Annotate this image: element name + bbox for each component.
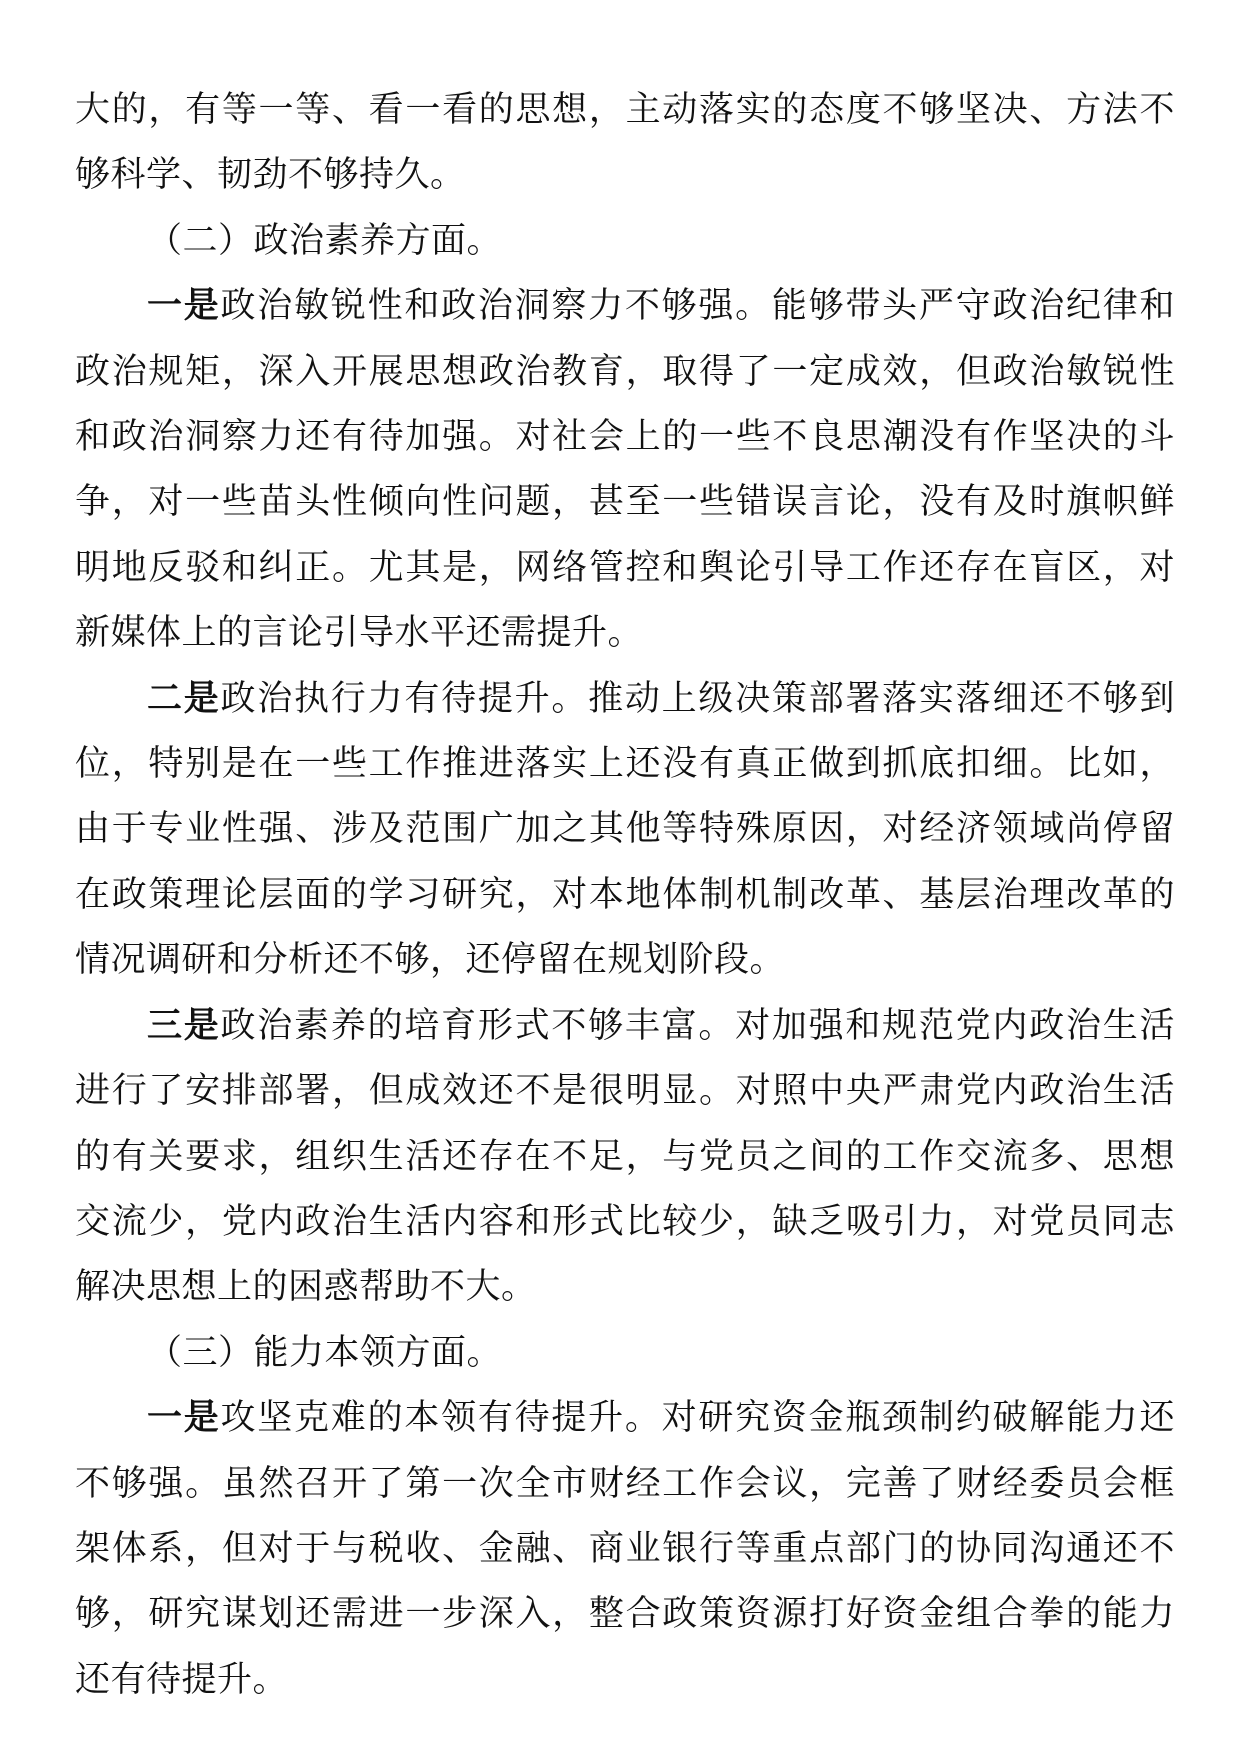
paragraph-point-three — [75, 994, 1175, 1321]
document-body — [75, 78, 1175, 1713]
section-heading-political-quality — [75, 209, 1175, 274]
paragraph-lead: 一是 — [147, 1398, 221, 1439]
paragraph-lead: 一是 — [147, 286, 221, 327]
paragraph-continuation — [75, 78, 1175, 209]
paragraph-ability-point-one — [75, 1386, 1175, 1713]
section-heading-text: （二）政治素养方面。 — [147, 220, 503, 261]
paragraph-text: 政治执行力有待提升。推动上级决策部署落实落细还不够到位，特别是在一些工作推进落实上还没有真正做到抓底扣细。比如，由于专业性强、涉及范围广加之其他等特殊原因，对经济领域尚停留在政策理论层面的学习研究，对本地体制机制改革、基层治理改革的情况调研和分析还不够，还停留在规划阶段。 — [75, 678, 1175, 981]
paragraph-text: 攻坚克难的本领有待提升。对研究资金瓶颈制约破解能力还不够强。虽然召开了第一次全市财经工作会议，完善了财经委员会框架体系，但对于与税收、金融、商业银行等重点部门的协同沟通还不够，研究谋划还需进一步深入，整合政策资源打好资金组合拳的能力还有待提升。 — [75, 1398, 1175, 1700]
paragraph-point-one — [75, 274, 1175, 666]
paragraph-text: 政治素养的培育形式不够丰富。对加强和规范党内政治生活进行了安排部署，但成效还不是很明显。对照中央严肃党内政治生活的有关要求，组织生活还存在不足，与党员之间的工作交流多、思想交流少，党内政治生活内容和形式比较少，缺乏吸引力，对党员同志解决思想上的困惑帮助不大。 — [75, 1005, 1175, 1308]
paragraph-point-two — [75, 667, 1175, 994]
section-heading-ability — [75, 1321, 1175, 1386]
section-heading-text: （三）能力本领方面。 — [147, 1332, 503, 1373]
paragraph-lead: 二是 — [147, 678, 221, 719]
paragraph-text: 政治敏锐性和政治洞察力不够强。能够带头严守政治纪律和政治规矩，深入开展思想政治教育，取得了一定成效，但政治敏锐性和政治洞察力还有待加强。对社会上的一些不良思潮没有作坚决的斗争，对一些苗头性倾向性问题，甚至一些错误言论，没有及时旗帜鲜明地反驳和纠正。尤其是，网络管控和舆论引导工作还存在盲区，对新媒体上的言论引导水平还需提升。 — [75, 286, 1175, 654]
paragraph-lead: 三是 — [147, 1005, 221, 1046]
paragraph-text: 大的，有等一等、看一看的思想，主动落实的态度不够坚决、方法不够科学、韧劲不够持久。 — [75, 90, 1175, 196]
